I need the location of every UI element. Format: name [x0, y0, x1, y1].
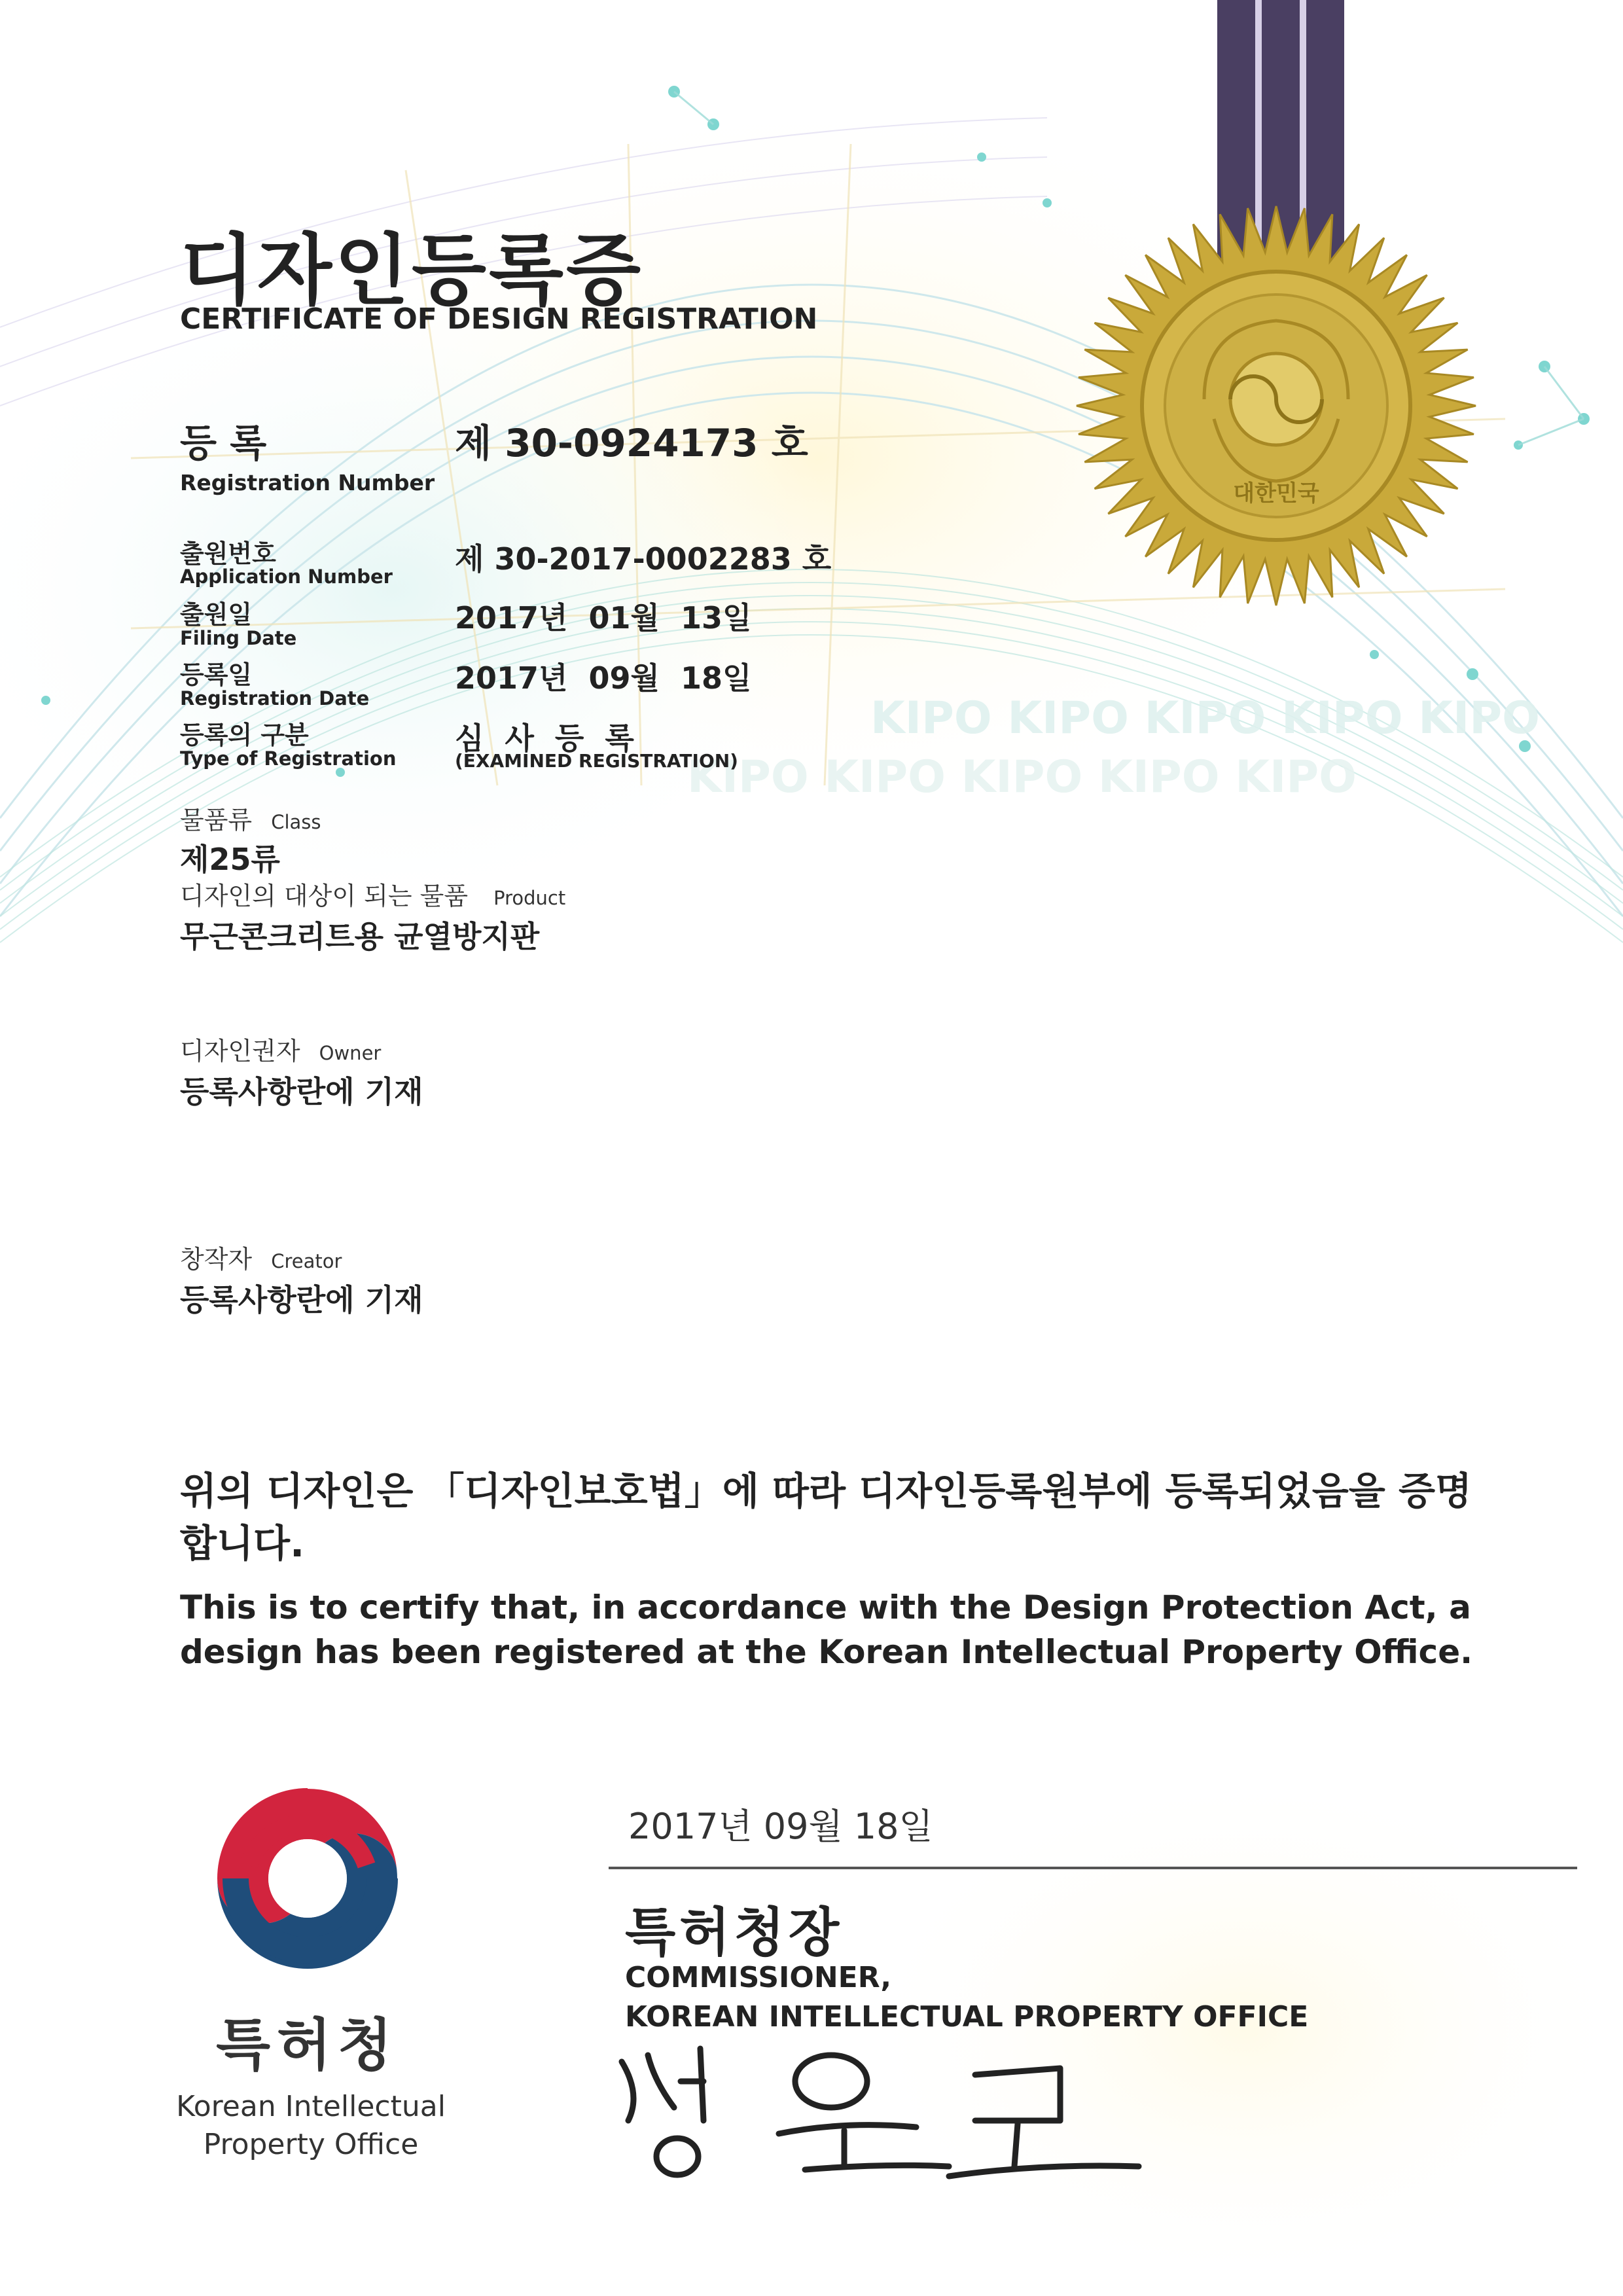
office-name-en: Korean Intellectual Property Office — [176, 2090, 446, 2161]
creator-label-ko: 창작자 — [180, 1245, 253, 1274]
watermark-text-2: KIPO KIPO KIPO KIPO KIPO — [687, 751, 1357, 803]
statement-ko: 위의 디자인은 「디자인보호법」에 따라 디자인등록원부에 등록되었음을 증명합니다. — [180, 1469, 1472, 1566]
registration-number-label-ko: 등 록 — [180, 421, 267, 465]
product-label — [180, 876, 565, 912]
commissioner-title-en-1: COMMISSIONER, — [625, 1961, 892, 1994]
application-number-value: 제 30-2017-0002283 호 — [455, 541, 832, 577]
registration-date-value: 2017년 09월 18일 — [455, 660, 752, 696]
application-number-label-en: Application Number — [180, 565, 393, 588]
registration-date-label-ko: 등록일 — [180, 660, 253, 689]
certificate-title-ko: 디자인등록증 — [180, 225, 643, 315]
product-value: 무근콘크리트용 균열방지판 — [180, 919, 540, 954]
owner-label-ko: 디자인권자 — [180, 1037, 300, 1066]
kipo-taegeuk-logo-icon — [209, 1780, 406, 1977]
class-label — [180, 800, 321, 836]
creator-label — [180, 1239, 342, 1275]
seal-inscription: 대한민국 — [1233, 480, 1319, 507]
filing-date-label-en: Filing Date — [180, 627, 297, 649]
commissioner-title-ko: 특허청장 — [625, 1902, 844, 1963]
product-label-en: Product — [493, 887, 566, 909]
registration-number-label-en: Registration Number — [180, 470, 435, 495]
certificate-title-en: CERTIFICATE OF DESIGN REGISTRATION — [180, 302, 818, 336]
owner-value: 등록사항란에 기재 — [180, 1074, 423, 1109]
creator-label-en: Creator — [271, 1250, 342, 1272]
registration-type-label-ko: 등록의 구분 — [180, 721, 309, 749]
issue-date: 2017년 09월 18일 — [628, 1806, 933, 1847]
registration-type-label-en: Type of Registration — [180, 747, 397, 770]
filing-date-label-ko: 출원일 — [180, 600, 253, 629]
class-label-ko: 물품류 — [180, 806, 253, 834]
registration-number-value: 제 30-0924173 호 — [455, 421, 808, 465]
registration-type-value-ko: 심 사 등 록 — [455, 721, 634, 756]
class-label-en: Class — [271, 811, 321, 833]
statement-en: This is to certify that, in accordance with the Design Protection Act, a design has been registered at the Korean Intellectual Property Office. — [180, 1588, 1473, 1671]
signature-image — [609, 2036, 1145, 2193]
office-name-ko: 특허청 — [216, 2013, 399, 2078]
signature-divider — [609, 1867, 1577, 1869]
registration-date-label-en: Registration Date — [180, 687, 370, 709]
filing-date-value: 2017년 01월 13일 — [455, 600, 752, 636]
watermark-text: KIPO KIPO KIPO KIPO KIPO — [870, 692, 1540, 744]
registration-type-value-en: (EXAMINED REGISTRATION) — [455, 750, 738, 772]
gold-seal-icon — [1073, 203, 1479, 609]
application-number-label-ko: 출원번호 — [180, 539, 276, 568]
product-label-ko: 디자인의 대상이 되는 물품 — [180, 882, 469, 910]
creator-value: 등록사항란에 기재 — [180, 1282, 423, 1318]
owner-label-en: Owner — [319, 1042, 382, 1064]
commissioner-title-en-2: KOREAN INTELLECTUAL PROPERTY OFFICE — [625, 2000, 1309, 2034]
owner-label — [180, 1031, 381, 1067]
class-value: 제25류 — [180, 842, 280, 877]
